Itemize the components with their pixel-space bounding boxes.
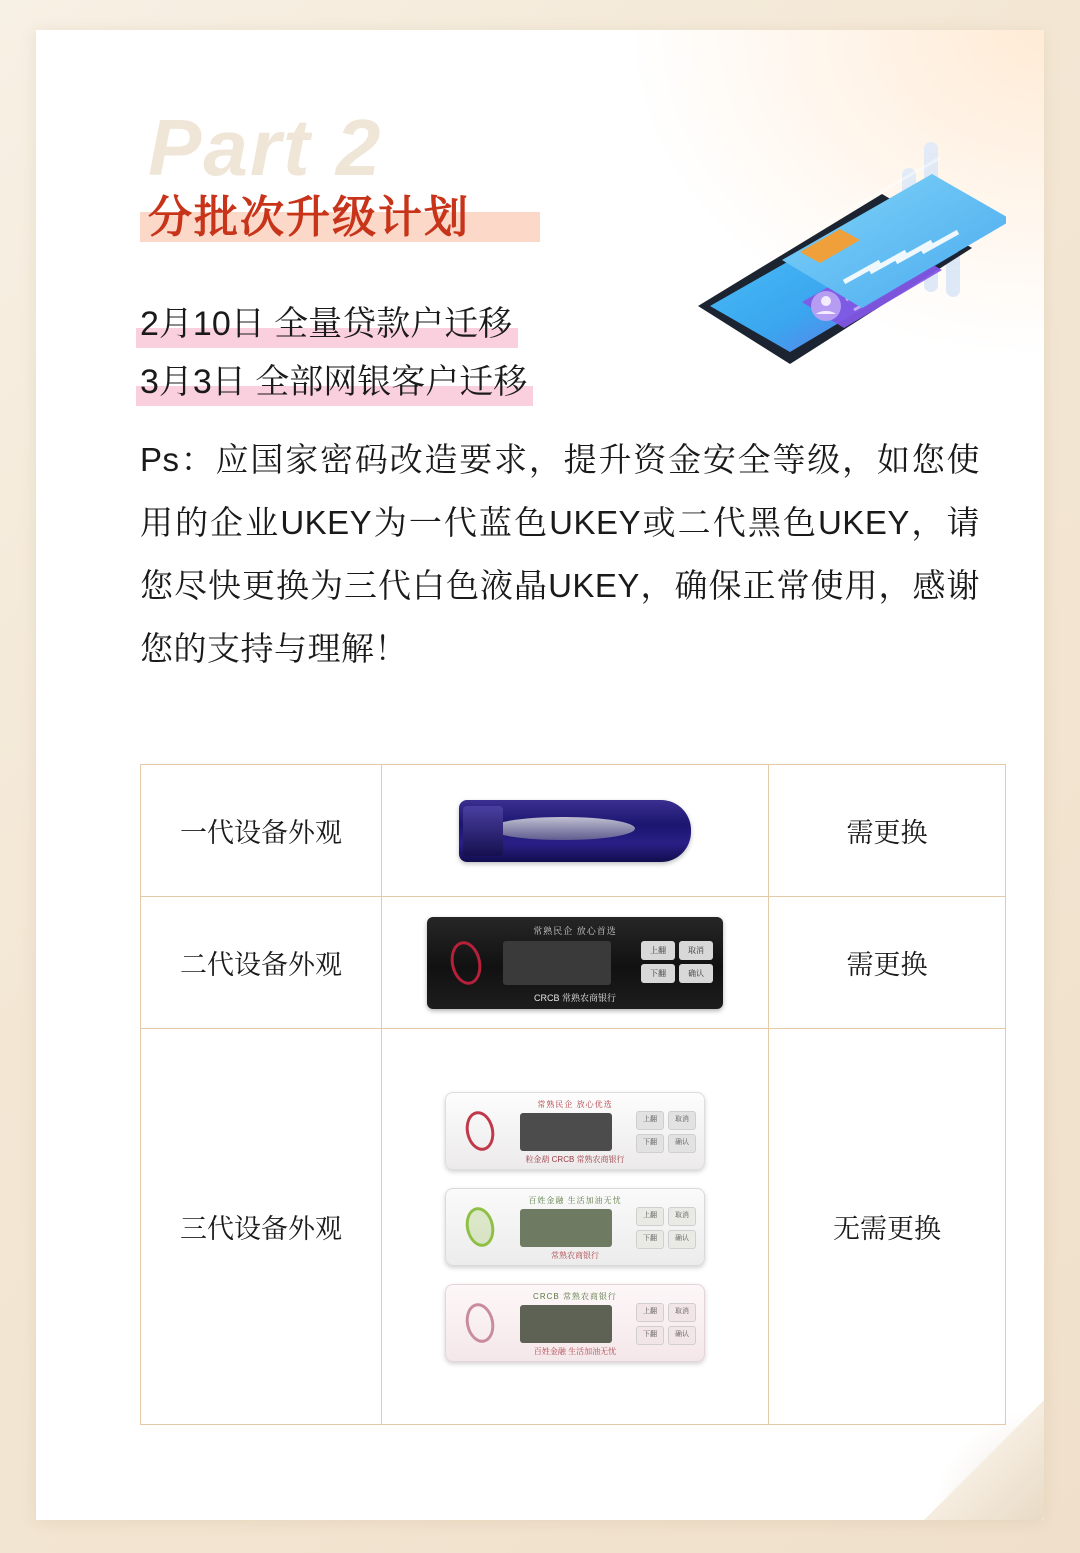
gen3-white-bottom-label: 粒金葫 CRCB 常熟农商银行 <box>525 1154 625 1164</box>
token-button-ok: 确认 <box>668 1134 696 1153</box>
bank-logo-icon <box>462 1108 498 1153</box>
gen1-blue-usb-key <box>459 800 691 862</box>
schedule-line-2 <box>140 356 527 408</box>
gen2-top-label: 常熟民企 放心首选 <box>533 925 617 936</box>
token-screen <box>520 1305 612 1343</box>
table-row <box>141 897 1006 1029</box>
token-button-down: 下翻 <box>636 1134 664 1153</box>
schedule-line-1-text: 2月10日 全量贷款户迁移 <box>140 305 513 343</box>
page-title-text: 分批次升级计划 <box>148 193 470 242</box>
token-button-up: 上翻 <box>636 1111 664 1130</box>
text-block <box>140 298 980 680</box>
token-button-up: 上翻 <box>636 1303 664 1322</box>
gen1-usb-key-image <box>382 786 768 876</box>
token-button-up: 上翻 <box>636 1207 664 1226</box>
token-screen <box>520 1209 612 1247</box>
row-3-action: 无需更换 <box>769 1029 1006 1425</box>
gen3-token-images <box>382 1078 768 1376</box>
token-button-cancel: 取消 <box>668 1111 696 1130</box>
token-buttons <box>636 1111 696 1153</box>
token-buttons <box>636 1303 696 1345</box>
token-buttons <box>636 1207 696 1249</box>
token-button-ok: 确认 <box>668 1326 696 1345</box>
gen3-green-bottom-label: 常熟农商银行 <box>551 1250 599 1260</box>
token-button-cancel: 取消 <box>679 941 713 960</box>
device-comparison-table <box>140 764 1006 1425</box>
token-screen <box>503 941 611 985</box>
table-row <box>141 1029 1006 1425</box>
token-button-down: 下翻 <box>636 1230 664 1249</box>
token-screen <box>520 1113 612 1151</box>
gen3-white-top-label: 常熟民企 放心优选 <box>537 1099 613 1109</box>
row-2-device-image <box>382 897 769 1029</box>
gen3-pink-bottom-label: 百姓金融 生活加油无忧 <box>533 1346 617 1356</box>
token-button-down: 下翻 <box>636 1326 664 1345</box>
token-button-cancel: 取消 <box>668 1207 696 1226</box>
schedule-line-2-text: 3月3日 全部网银客户迁移 <box>140 363 528 401</box>
table-row <box>141 765 1006 897</box>
row-3-device-image <box>382 1029 769 1425</box>
token-button-ok: 确认 <box>679 964 713 983</box>
content-card <box>36 30 1044 1520</box>
row-1-device-name: 一代设备外观 <box>141 765 382 897</box>
gen3-green-token <box>445 1188 705 1266</box>
gen2-token-image <box>382 903 768 1023</box>
row-2-action: 需更换 <box>769 897 1006 1029</box>
notice-paragraph: Ps：应国家密码改造要求，提升资金安全等级，如您使用的企业UKEY为一代蓝色UKEY或二代黑色UKEY，请您尽快更换为三代白色液晶UKEY，确保正常使用，感谢您的支持与理解！ <box>140 441 980 667</box>
gen3-pink-top-label: CRCB 常熟农商银行 <box>533 1291 617 1301</box>
token-buttons <box>641 941 713 983</box>
row-2-device-name: 二代设备外观 <box>141 897 382 1029</box>
token-button-up: 上翻 <box>641 941 675 960</box>
schedule-line-1 <box>140 298 512 350</box>
gen3-pink-token <box>445 1284 705 1362</box>
token-button-down: 下翻 <box>641 964 675 983</box>
gen3-white-token <box>445 1092 705 1170</box>
row-1-device-image <box>382 765 769 897</box>
ghost-part-title: Part 2 <box>148 103 383 192</box>
token-button-ok: 确认 <box>668 1230 696 1249</box>
bank-logo-icon <box>447 938 485 987</box>
gen3-green-top-label: 百姓金融 生活加油无忧 <box>528 1195 622 1205</box>
gen2-bottom-label: CRCB 常熟农商银行 <box>533 992 616 1003</box>
bank-logo-icon <box>462 1300 498 1345</box>
gen2-black-token <box>427 917 723 1009</box>
bank-logo-icon <box>462 1204 498 1249</box>
row-3-device-name: 三代设备外观 <box>141 1029 382 1425</box>
token-button-cancel: 取消 <box>668 1303 696 1322</box>
page-title <box>140 190 470 246</box>
row-1-action: 需更换 <box>769 765 1006 897</box>
